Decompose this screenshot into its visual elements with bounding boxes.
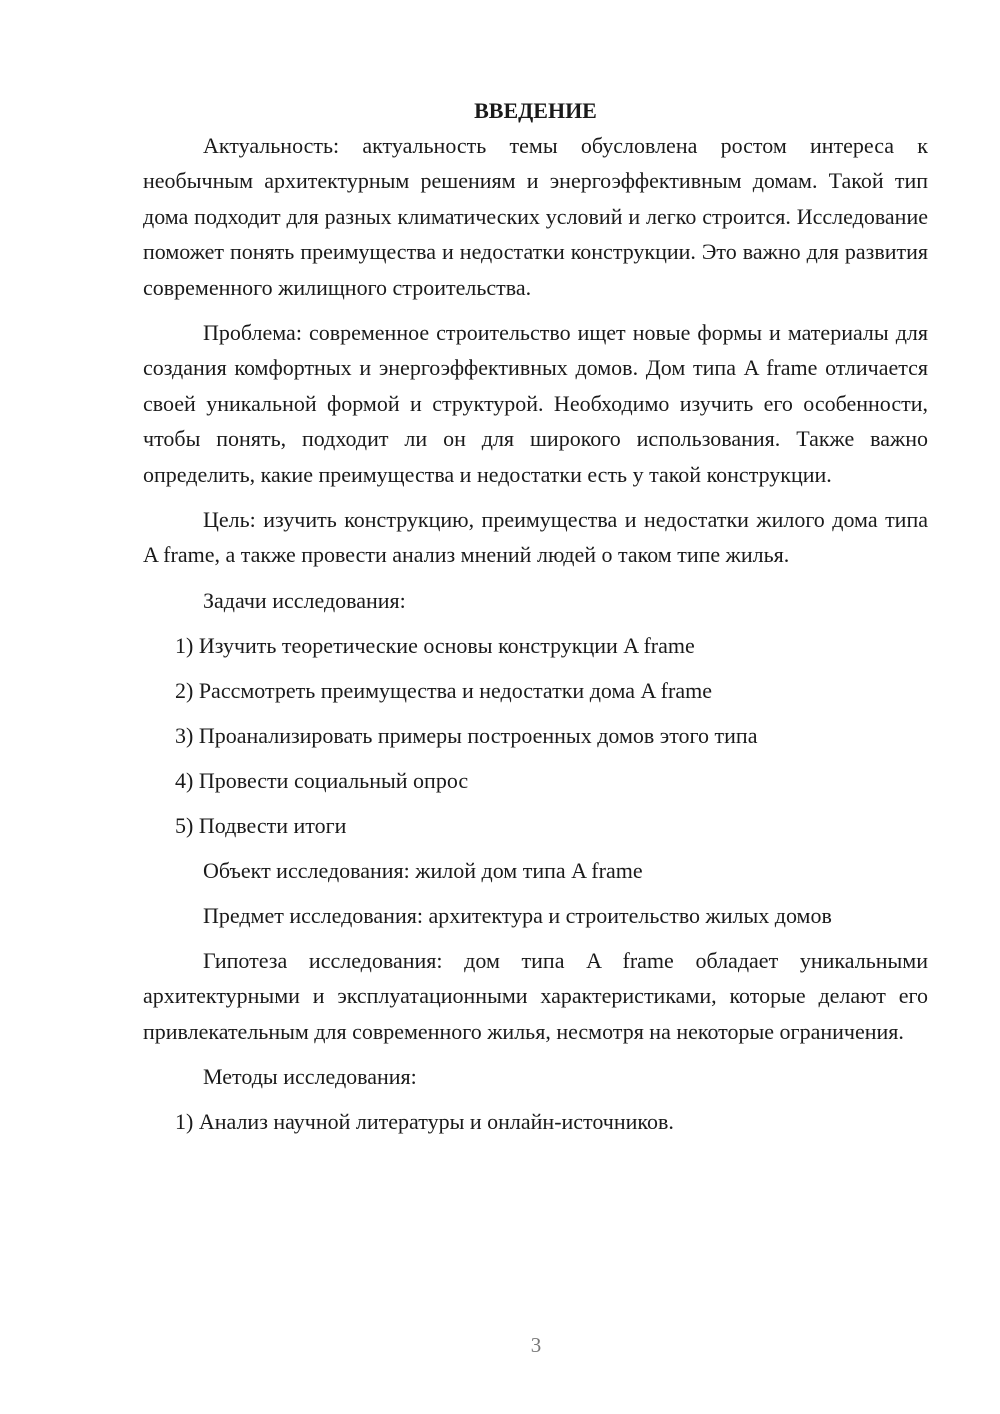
page-number: 3 (530, 1333, 542, 1357)
problem-paragraph: Проблема: современное строительство ищет новые формы и материалы для создания комфортных и энергоэффективных домов. Дом типа A frame отличается своей уникальной формой и структурой. Необходимо изучить его особенности, чтобы понять, подходит ли он для широкого использования. Также важно определить, какие преимущества и недостатки есть у такой конструкции. (143, 320, 928, 487)
task-item-5: 5) Подвести итоги (175, 812, 347, 838)
task-item-1: 1) Изучить теоретические основы конструкции A frame (175, 632, 695, 658)
method-item-1: 1) Анализ научной литературы и онлайн-источников. (175, 1109, 674, 1135)
section-title: ВВЕДЕНИЕ (474, 98, 597, 123)
task-item-2: 2) Рассмотреть преимущества и недостатки дома A frame (175, 677, 712, 703)
task-item-4: 4) Провести социальный опрос (175, 767, 469, 793)
methods-heading: Методы исследования: (203, 1064, 417, 1090)
relevance-paragraph: Актуальность: актуальность темы обусловлена ростом интереса к необычным архитектурным решениям и энергоэффективным домам. Такой тип дома подходит для разных климатических условий и легко строится. Исследование поможет понять преимущества и недостатки конструкции. Это важно для развития современного жилищного строительства. (143, 133, 928, 300)
goal-paragraph: Цель: изучить конструкцию, преимущества и недостатки жилого дома типа A frame, а также провести анализ мнений людей о таком типе жилья. (143, 507, 928, 568)
research-object: Объект исследования: жилой дом типа A frame (203, 857, 643, 883)
tasks-heading: Задачи исследования: (203, 587, 406, 613)
task-item-3: 3) Проанализировать примеры построенных домов этого типа (175, 722, 758, 748)
document-page (143, 88, 928, 1149)
hypothesis-paragraph: Гипотеза исследования: дом типа A frame обладает уникальными архитектурными и эксплуатационными характеристиками, которые делают его привлекательным для современного жилья, несмотря на некоторые ограничения. (143, 947, 928, 1044)
research-subject: Предмет исследования: архитектура и строительство жилых домов (203, 902, 832, 928)
